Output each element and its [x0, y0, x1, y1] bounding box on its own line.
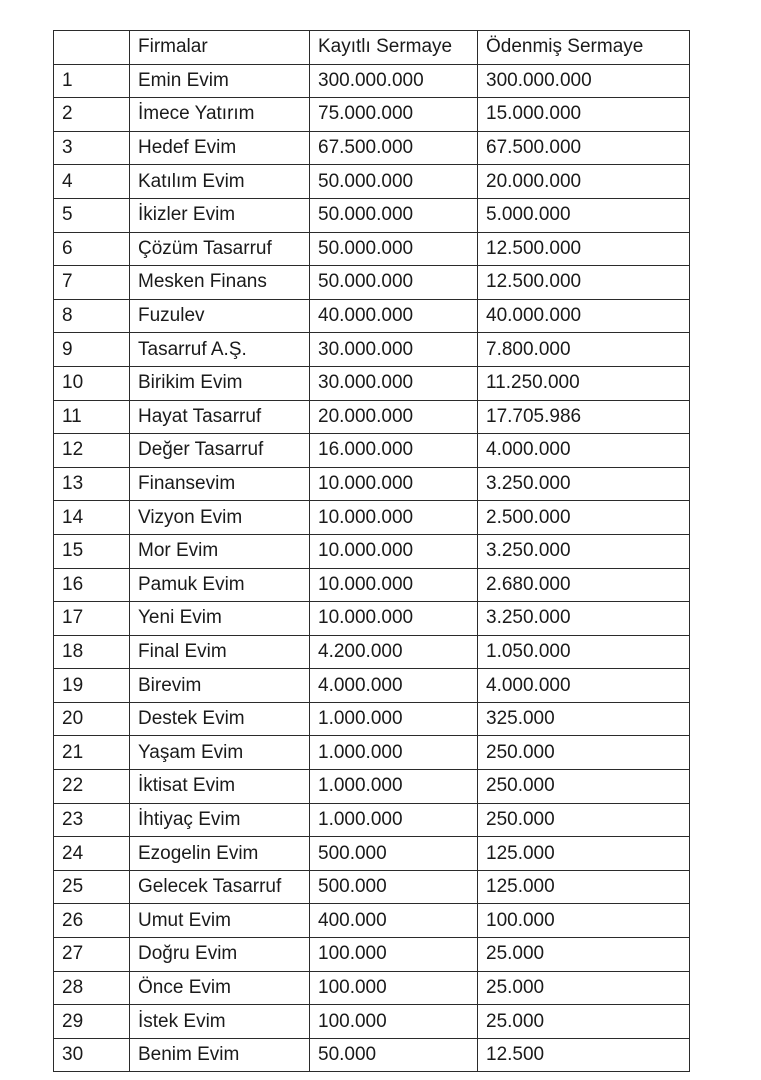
row-index: 3	[54, 131, 130, 165]
header-firms: Firmalar	[130, 31, 310, 65]
firm-name: Hayat Tasarruf	[130, 400, 310, 434]
capital-table-container	[53, 30, 690, 1072]
table-row	[54, 1038, 690, 1072]
registered-capital: 500.000	[310, 837, 478, 871]
paid-capital: 20.000.000	[478, 165, 690, 199]
paid-capital: 3.250.000	[478, 534, 690, 568]
table-row	[54, 434, 690, 468]
table-row	[54, 501, 690, 535]
paid-capital: 250.000	[478, 736, 690, 770]
paid-capital: 5.000.000	[478, 198, 690, 232]
paid-capital: 1.050.000	[478, 635, 690, 669]
table-row	[54, 702, 690, 736]
registered-capital: 30.000.000	[310, 366, 478, 400]
row-index: 18	[54, 635, 130, 669]
firm-name: Ezogelin Evim	[130, 837, 310, 871]
table-row	[54, 803, 690, 837]
paid-capital: 17.705.986	[478, 400, 690, 434]
firm-name: Pamuk Evim	[130, 568, 310, 602]
paid-capital: 4.000.000	[478, 434, 690, 468]
registered-capital: 400.000	[310, 904, 478, 938]
firm-name: Finansevim	[130, 467, 310, 501]
paid-capital: 40.000.000	[478, 299, 690, 333]
row-index: 11	[54, 400, 130, 434]
paid-capital: 25.000	[478, 971, 690, 1005]
table-row	[54, 131, 690, 165]
paid-capital: 3.250.000	[478, 602, 690, 636]
registered-capital: 50.000.000	[310, 266, 478, 300]
registered-capital: 20.000.000	[310, 400, 478, 434]
firm-name: Emin Evim	[130, 64, 310, 98]
paid-capital: 3.250.000	[478, 467, 690, 501]
firm-name: İmece Yatırım	[130, 98, 310, 132]
firm-name: Fuzulev	[130, 299, 310, 333]
firm-name: İkizler Evim	[130, 198, 310, 232]
firm-name: Mesken Finans	[130, 266, 310, 300]
firm-name: İhtiyaç Evim	[130, 803, 310, 837]
firm-name: Katılım Evim	[130, 165, 310, 199]
table-row	[54, 669, 690, 703]
registered-capital: 50.000	[310, 1038, 478, 1072]
registered-capital: 40.000.000	[310, 299, 478, 333]
row-index: 12	[54, 434, 130, 468]
paid-capital: 4.000.000	[478, 669, 690, 703]
row-index: 24	[54, 837, 130, 871]
registered-capital: 10.000.000	[310, 602, 478, 636]
firm-name: Gelecek Tasarruf	[130, 870, 310, 904]
table-row	[54, 299, 690, 333]
paid-capital: 12.500	[478, 1038, 690, 1072]
firm-name: Benim Evim	[130, 1038, 310, 1072]
row-index: 9	[54, 333, 130, 367]
firm-name: Vizyon Evim	[130, 501, 310, 535]
registered-capital: 1.000.000	[310, 803, 478, 837]
firm-name: Çözüm Tasarruf	[130, 232, 310, 266]
row-index: 13	[54, 467, 130, 501]
registered-capital: 10.000.000	[310, 467, 478, 501]
registered-capital: 50.000.000	[310, 198, 478, 232]
paid-capital: 7.800.000	[478, 333, 690, 367]
table-row	[54, 467, 690, 501]
firm-name: Hedef Evim	[130, 131, 310, 165]
registered-capital: 1.000.000	[310, 702, 478, 736]
capital-table	[53, 30, 690, 1072]
paid-capital: 125.000	[478, 837, 690, 871]
paid-capital: 25.000	[478, 1005, 690, 1039]
firm-name: İktisat Evim	[130, 770, 310, 804]
table-row	[54, 870, 690, 904]
firm-name: Destek Evim	[130, 702, 310, 736]
table-row	[54, 904, 690, 938]
registered-capital: 1.000.000	[310, 770, 478, 804]
row-index: 21	[54, 736, 130, 770]
paid-capital: 11.250.000	[478, 366, 690, 400]
registered-capital: 10.000.000	[310, 568, 478, 602]
table-row	[54, 837, 690, 871]
table-row	[54, 534, 690, 568]
paid-capital: 250.000	[478, 803, 690, 837]
row-index: 16	[54, 568, 130, 602]
row-index: 19	[54, 669, 130, 703]
row-index: 17	[54, 602, 130, 636]
firm-name: Önce Evim	[130, 971, 310, 1005]
table-row	[54, 770, 690, 804]
firm-name: Değer Tasarruf	[130, 434, 310, 468]
row-index: 28	[54, 971, 130, 1005]
row-index: 29	[54, 1005, 130, 1039]
row-index: 7	[54, 266, 130, 300]
row-index: 27	[54, 938, 130, 972]
registered-capital: 300.000.000	[310, 64, 478, 98]
table-row	[54, 1005, 690, 1039]
firm-name: Birevim	[130, 669, 310, 703]
paid-capital: 25.000	[478, 938, 690, 972]
paid-capital: 250.000	[478, 770, 690, 804]
paid-capital: 300.000.000	[478, 64, 690, 98]
header-row	[54, 31, 690, 65]
registered-capital: 100.000	[310, 971, 478, 1005]
registered-capital: 16.000.000	[310, 434, 478, 468]
registered-capital: 4.000.000	[310, 669, 478, 703]
table-row	[54, 938, 690, 972]
row-index: 6	[54, 232, 130, 266]
row-index: 20	[54, 702, 130, 736]
row-index: 15	[54, 534, 130, 568]
row-index: 8	[54, 299, 130, 333]
firm-name: Birikim Evim	[130, 366, 310, 400]
table-row	[54, 602, 690, 636]
registered-capital: 100.000	[310, 938, 478, 972]
registered-capital: 100.000	[310, 1005, 478, 1039]
row-index: 26	[54, 904, 130, 938]
table-row	[54, 971, 690, 1005]
paid-capital: 125.000	[478, 870, 690, 904]
firm-name: Doğru Evim	[130, 938, 310, 972]
header-index	[54, 31, 130, 65]
registered-capital: 50.000.000	[310, 165, 478, 199]
paid-capital: 2.500.000	[478, 501, 690, 535]
table-row	[54, 165, 690, 199]
firm-name: Umut Evim	[130, 904, 310, 938]
table-row	[54, 400, 690, 434]
paid-capital: 15.000.000	[478, 98, 690, 132]
paid-capital: 100.000	[478, 904, 690, 938]
paid-capital: 325.000	[478, 702, 690, 736]
registered-capital: 1.000.000	[310, 736, 478, 770]
table-row	[54, 98, 690, 132]
table-row	[54, 198, 690, 232]
row-index: 14	[54, 501, 130, 535]
table-row	[54, 232, 690, 266]
row-index: 10	[54, 366, 130, 400]
registered-capital: 75.000.000	[310, 98, 478, 132]
firm-name: Final Evim	[130, 635, 310, 669]
row-index: 30	[54, 1038, 130, 1072]
firm-name: İstek Evim	[130, 1005, 310, 1039]
table-body	[54, 64, 690, 1072]
header-paid-capital: Ödenmiş Sermaye	[478, 31, 690, 65]
registered-capital: 50.000.000	[310, 232, 478, 266]
table-row	[54, 736, 690, 770]
table-row	[54, 333, 690, 367]
table-row	[54, 266, 690, 300]
table-row	[54, 366, 690, 400]
registered-capital: 10.000.000	[310, 534, 478, 568]
paid-capital: 2.680.000	[478, 568, 690, 602]
table-header	[54, 31, 690, 65]
paid-capital: 12.500.000	[478, 232, 690, 266]
row-index: 4	[54, 165, 130, 199]
firm-name: Mor Evim	[130, 534, 310, 568]
header-registered-capital: Kayıtlı Sermaye	[310, 31, 478, 65]
registered-capital: 30.000.000	[310, 333, 478, 367]
row-index: 5	[54, 198, 130, 232]
table-row	[54, 635, 690, 669]
registered-capital: 4.200.000	[310, 635, 478, 669]
row-index: 22	[54, 770, 130, 804]
row-index: 1	[54, 64, 130, 98]
firm-name: Yaşam Evim	[130, 736, 310, 770]
registered-capital: 500.000	[310, 870, 478, 904]
row-index: 25	[54, 870, 130, 904]
row-index: 2	[54, 98, 130, 132]
firm-name: Yeni Evim	[130, 602, 310, 636]
table-row	[54, 64, 690, 98]
paid-capital: 67.500.000	[478, 131, 690, 165]
registered-capital: 10.000.000	[310, 501, 478, 535]
table-row	[54, 568, 690, 602]
row-index: 23	[54, 803, 130, 837]
firm-name: Tasarruf A.Ş.	[130, 333, 310, 367]
registered-capital: 67.500.000	[310, 131, 478, 165]
paid-capital: 12.500.000	[478, 266, 690, 300]
